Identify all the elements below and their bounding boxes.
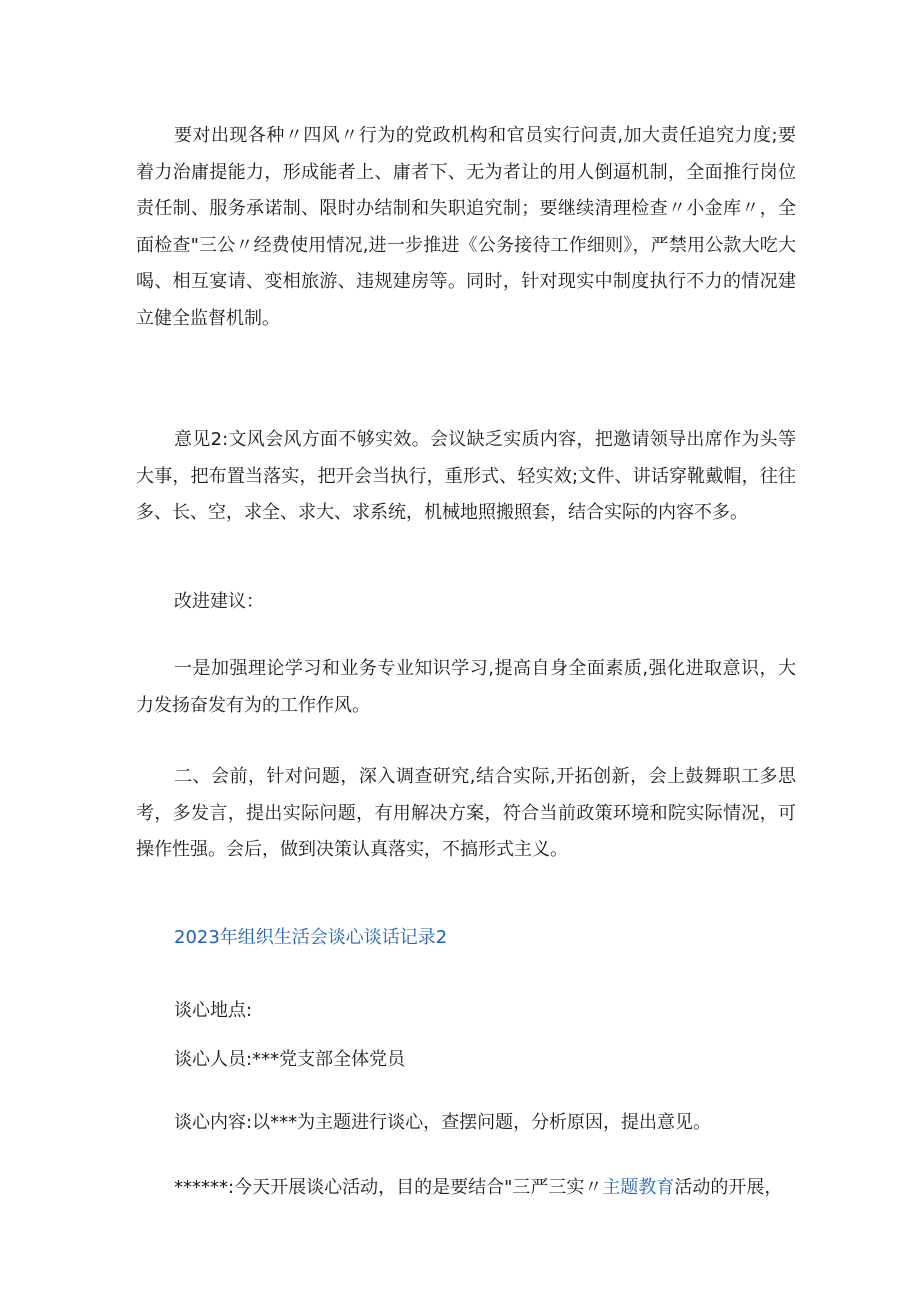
paragraph-improvement-2: 二、会前，针对问题，深入调查研究,结合实际,开拓创新，会上鼓舞职工多思考，多发言，提出实际问题，有用解决方案，符合当前政策环境和院实际情况，可操作性强。会后，做到决策认真落实，不搞形式主义。 (136, 766, 796, 860)
last-line-after: 活动的开展， (674, 1177, 783, 1198)
info-content: 谈心内容:以***为主题进行谈心，查摆问题，分析原因，提出意见。 (174, 1112, 712, 1133)
theme-education-link[interactable]: 主题教育 (602, 1177, 675, 1198)
paragraph-opinion-2: 意见2:文风会风方面不够实效。会议缺乏实质内容，把邀请领导出席作为头等大事，把布置当落实，把开会当执行，重形式、轻实效;文件、讲话穿靴戴帽，往往多、长、空，求全、求大、求系统，机械地照搬照套，结合实际的内容不多。 (136, 429, 796, 523)
last-line (174, 1175, 782, 1201)
paragraph-accountability: 要对出现各种〃四风〃行为的党政机构和官员实行问责,加大责任追究力度;要着力治庸提能力，形成能者上、庸者下、无为者让的用人倒逼机制，全面推行岗位责任制、服务承诺制、限时办结制和失职追究制；要继续清理检查〃小金库〃，全面检查"三公〃经费使用情况,进一步推进《公务接待工作细则》，严禁用公款大吃大喝、相互宴请、变相旅游、违规建房等。同时，针对现实中制度执行不力的情况建立健全监督机制。 (136, 125, 796, 329)
info-participants: 谈心人员:***党支部全体党员 (174, 1049, 406, 1070)
info-location: 谈心地点: (174, 1000, 253, 1021)
last-line-before: ******:今天开展谈心活动，目的是要结合"三严三实〃 (174, 1177, 603, 1198)
paragraph-improvement-1: 一是加强理论学习和业务专业知识学习,提高自身全面素质,强化进取意识，大力发扬奋发有为的工作作风。 (136, 658, 796, 716)
paragraph-improvement-title: 改进建议： (174, 591, 264, 612)
section-heading-link[interactable]: 2023年组织生活会谈心谈话记录2 (174, 927, 448, 948)
